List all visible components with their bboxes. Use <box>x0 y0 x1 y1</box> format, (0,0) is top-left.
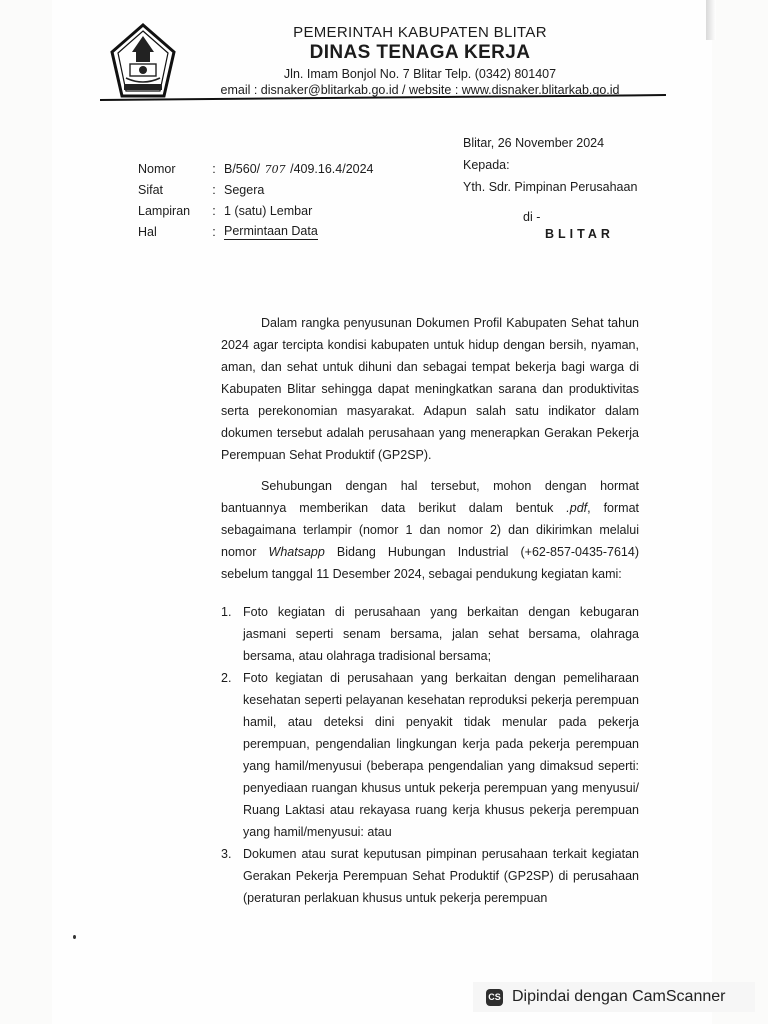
meta-colon: : <box>212 182 216 197</box>
di-label: di - <box>523 210 541 224</box>
meta-colon: : <box>212 224 216 239</box>
meta-value-sifat: Segera <box>224 182 265 197</box>
meta-label: Sifat <box>138 182 164 197</box>
request-list <box>221 601 639 909</box>
meta-value-hal: Permintaan Data <box>224 223 318 238</box>
paragraph-2-part-a: Sehubungan dengan hal tersebut, mohon dengan hormat bantuannya memberikan data berikut dalam bentuk <box>221 479 639 515</box>
paragraph-2-part-c: Bidang Hubungan Industrial (+62-857-0435-7614) sebelum tanggal 11 Desember 2024, sebagai pendukung kegiatan kami: <box>221 545 639 581</box>
meta-value-nomor <box>224 162 374 176</box>
list-number: 3. <box>221 847 232 861</box>
meta-label: Nomor <box>138 161 176 176</box>
kepada-label: Kepada: <box>463 158 510 172</box>
list-item <box>221 667 639 843</box>
meta-label: Lampiran <box>138 203 191 218</box>
destination-city: BLITAR <box>545 227 614 241</box>
letter-meta <box>138 158 374 242</box>
blitar-regency-logo <box>108 22 178 102</box>
agency-name: DINAS TENAGA KERJA <box>309 42 531 63</box>
pdf-format-text: .pdf <box>566 501 588 515</box>
list-text: Foto kegiatan di perusahaan yang berkaitan dengan pemeliharaan kesehatan seperti pelayanan kesehatan reproduksi pekerja perempuan hamil, atau deteksi dini penyakit tidak menular pada pekerja perempuan, pengendalian lingkungan kerja pada pekerja perempuan yang hamil/menyusui (beberapa pengendalian yang dimaksud seperti: penyediaan ruangan khusus untuk pekerja perempuan yang menyusui/ Ruang Laktasi atau rekayasa ruang kerja khusus pekerja perempuan yang hamil/menyusui: atau <box>243 671 639 839</box>
government-name: PEMERINTAH KABUPATEN BLITAR <box>293 24 547 41</box>
list-text: Dokumen atau surat keputusan pimpinan perusahaan terkait kegiatan Gerakan Pekerja Perempuan Sehat Produktif (GP2SP) di perusahaan (peraturan perlakuan khusus untuk pekerja perempuan <box>243 847 639 905</box>
body-paragraph-1: Dalam rangka penyusunan Dokumen Profil Kabupaten Sehat tahun 2024 agar tercipta kondisi kabupaten untuk hidup dengan bersih, nyaman, aman, dan sehat untuk dihuni dan sebagai tempat bekerja bagi warga di Kabupaten Blitar sehingga dapat meningkatkan sarana dan produktivitas serta perekonomian masyarakat. Adapun salah satu indikator dalam dokumen tersebut adalah perusahaan yang menerapkan Gerakan Pekerja Perempuan Sehat Produktif (GP2SP). <box>221 316 639 462</box>
recipient-block <box>463 132 637 198</box>
letter-body <box>221 312 639 585</box>
list-number: 2. <box>221 671 232 685</box>
list-number: 1. <box>221 605 232 619</box>
nomor-prefix: B/560/ <box>224 161 264 176</box>
meta-row-sifat <box>138 179 374 200</box>
nomor-suffix: /409.16.4/2024 <box>286 161 374 176</box>
camscanner-logo-icon: CS <box>486 989 503 1006</box>
whatsapp-text: Whatsapp <box>268 545 325 559</box>
camscanner-text: Dipindai dengan CamScanner <box>512 988 726 1005</box>
scan-speck <box>73 935 76 939</box>
meta-row-lampiran <box>138 200 374 221</box>
page-edge-shadow <box>706 0 716 40</box>
letter-date: Blitar, 26 November 2024 <box>463 136 605 150</box>
meta-label: Hal <box>138 224 157 239</box>
agency-address: Jln. Imam Bonjol No. 7 Blitar Telp. (0342) 801407 <box>283 67 557 81</box>
camscanner-watermark <box>473 982 755 1012</box>
letterhead <box>200 20 640 97</box>
list-item <box>221 601 639 667</box>
list-item <box>221 843 639 909</box>
meta-value-lampiran: 1 (satu) Lembar <box>224 203 313 218</box>
meta-colon: : <box>212 203 216 218</box>
body-paragraph-2 <box>221 475 639 585</box>
agency-contact: email : disnaker@blitarkab.go.id / website : www.disnaker.blitarkab.go.id <box>220 83 620 97</box>
meta-row-nomor <box>138 158 374 179</box>
recipient-name: Yth. Sdr. Pimpinan Perusahaan <box>463 180 638 194</box>
meta-colon: : <box>212 161 216 176</box>
paragraph-2-part-b: , format sebagaimana terlampir (nomor 1 dan nomor 2) dan dikirimkan melalui nomor <box>221 501 639 559</box>
nomor-handwritten: 707 <box>264 162 286 176</box>
meta-row-hal <box>138 221 374 242</box>
list-text: Foto kegiatan di perusahaan yang berkaitan dengan kebugaran jasmani seperti senam bersama, jalan sehat bersama, olahraga bersama, atau olahraga tradisional bersama; <box>243 605 639 663</box>
